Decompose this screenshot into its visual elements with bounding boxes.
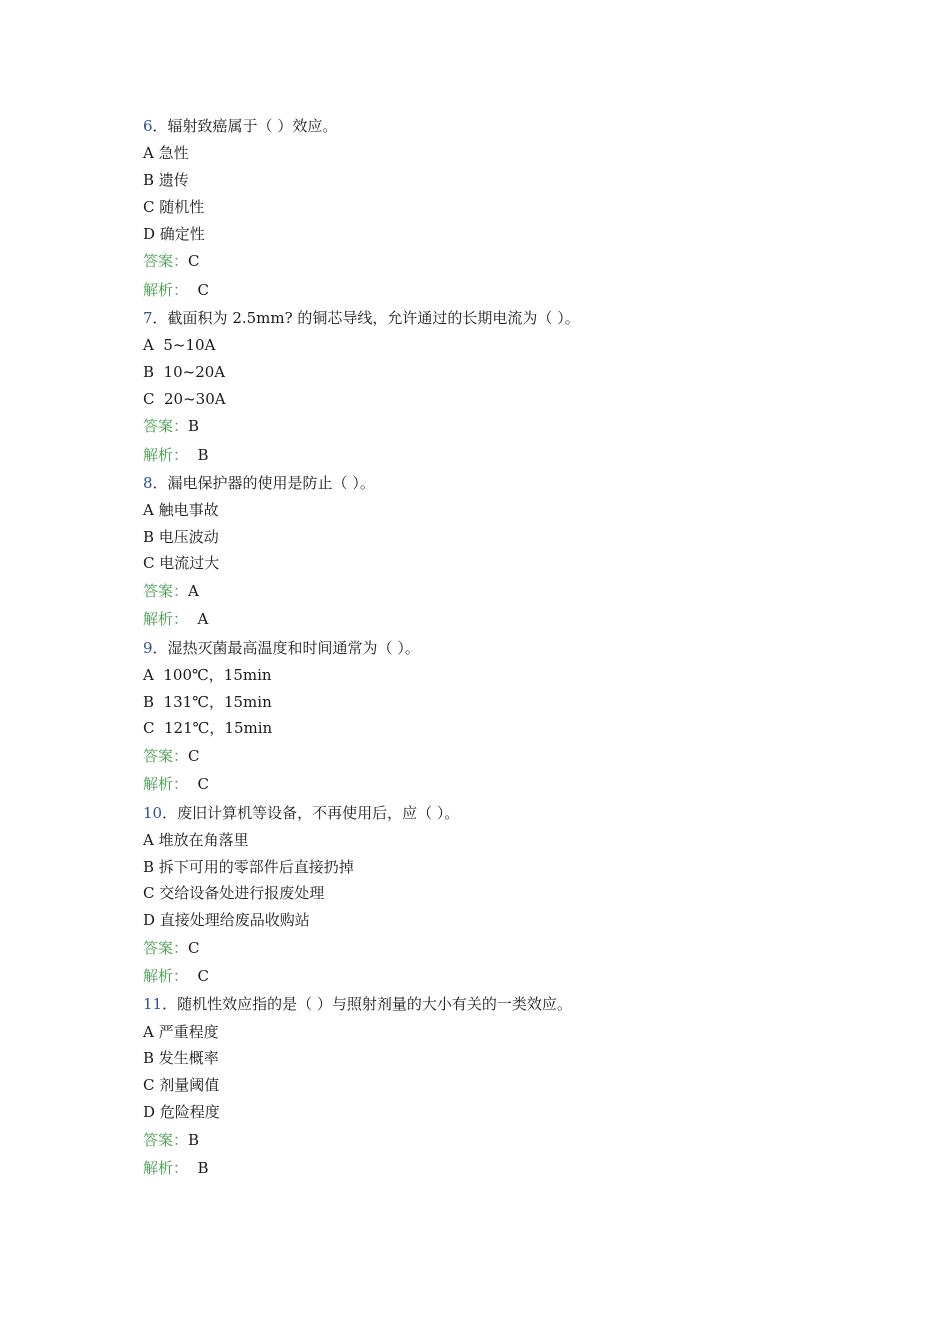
analysis-value: C: [188, 967, 210, 986]
question-text: ．随机性效应指的是（ ）与照射剂量的大小有关的一类效应。: [162, 995, 572, 1014]
answer-value: C: [188, 747, 200, 766]
answer-value: C: [188, 938, 200, 957]
answer-line: [143, 577, 863, 605]
answer-value: A: [188, 582, 199, 601]
option-item: D 确定性: [143, 224, 205, 243]
question-text: ．截面积为 2.5mm? 的铜芯导线，允许通过的长期电流为（ ）。: [152, 308, 580, 327]
option-item: B 发生概率: [143, 1049, 219, 1068]
option-item: A 严重程度: [143, 1022, 219, 1041]
option-item: C 20~30A: [143, 389, 226, 408]
question-number: 8: [143, 473, 153, 492]
option-item: A 触电事故: [143, 500, 219, 519]
answer-line: [143, 934, 863, 962]
question-stem: [143, 799, 863, 827]
analysis-line: [143, 770, 863, 798]
question-text: ．废旧计算机等设备，不再使用后，应（ ）。: [162, 803, 460, 822]
question-text: ．辐射致癌属于（ ）效应。: [152, 117, 338, 135]
option-item: A 100℃，15min: [143, 665, 272, 684]
question-block: [143, 799, 863, 991]
analysis-value: C: [188, 775, 210, 794]
question-block: [143, 304, 863, 469]
option-item: C 随机性: [143, 197, 205, 216]
answer-value: B: [188, 1130, 200, 1149]
answer-label: 答案：: [143, 582, 189, 601]
analysis-value: A: [188, 610, 209, 629]
option-item: B 电压波动: [143, 527, 219, 546]
analysis-label: 解析：: [143, 967, 189, 986]
analysis-label: 解析：: [143, 445, 189, 464]
option-item: B 遗传: [143, 170, 189, 189]
option-item: B 131℃，15min: [143, 692, 272, 711]
exam-document: [143, 112, 863, 1182]
option-item: B 拆下可用的零部件后直接扔掉: [143, 857, 354, 876]
analysis-line: [143, 962, 863, 990]
answer-line: [143, 1126, 863, 1154]
analysis-line: [143, 605, 863, 633]
question-block: [143, 634, 863, 799]
option-item: B 10~20A: [143, 362, 226, 381]
question-block: [143, 469, 863, 634]
question-stem: [143, 469, 863, 497]
answer-label: 答案：: [143, 938, 189, 957]
option-item: A 急性: [143, 144, 189, 163]
question-stem: [143, 634, 863, 662]
answer-line: [143, 742, 863, 770]
option-item: D 危险程度: [143, 1102, 220, 1121]
question-number: 11: [143, 995, 163, 1014]
question-stem: [143, 304, 863, 332]
question-text: ．漏电保护器的使用是防止（ ）。: [152, 473, 375, 492]
answer-value: B: [188, 417, 200, 436]
analysis-line: [143, 276, 863, 304]
analysis-label: 解析：: [143, 1158, 189, 1177]
option-item: C 121℃，15min: [143, 719, 273, 738]
option-item: A 堆放在角落里: [143, 830, 249, 849]
option-item: A 5~10A: [143, 335, 216, 354]
option-item: C 电流过大: [143, 554, 220, 573]
analysis-value: B: [188, 1158, 209, 1177]
option-item: C 剂量阈值: [143, 1076, 220, 1095]
option-item: C 交给设备处进行报废处理: [143, 884, 325, 903]
question-block: [143, 990, 863, 1182]
answer-label: 答案：: [143, 417, 189, 436]
analysis-label: 解析：: [143, 775, 189, 794]
analysis-line: [143, 1154, 863, 1182]
option-item: D 直接处理给废品收购站: [143, 911, 310, 930]
question-stem: [143, 990, 863, 1018]
analysis-value: B: [188, 445, 209, 464]
answer-label: 答案：: [143, 747, 189, 766]
answer-line: [143, 247, 863, 275]
analysis-label: 解析：: [143, 280, 189, 299]
question-number: 6: [143, 117, 153, 135]
analysis-value: C: [188, 280, 210, 299]
answer-label: 答案：: [143, 1130, 189, 1149]
answer-label: 答案：: [143, 252, 189, 271]
analysis-label: 解析：: [143, 610, 189, 629]
question-number: 7: [143, 308, 153, 327]
question-number: 9: [143, 638, 153, 657]
question-block: [143, 112, 863, 304]
question-number: 10: [143, 803, 163, 822]
analysis-line: [143, 441, 863, 469]
question-text: ．湿热灭菌最高温度和时间通常为（ ）。: [152, 638, 420, 657]
answer-line: [143, 412, 863, 440]
question-stem: [143, 112, 863, 140]
answer-value: C: [188, 252, 200, 271]
